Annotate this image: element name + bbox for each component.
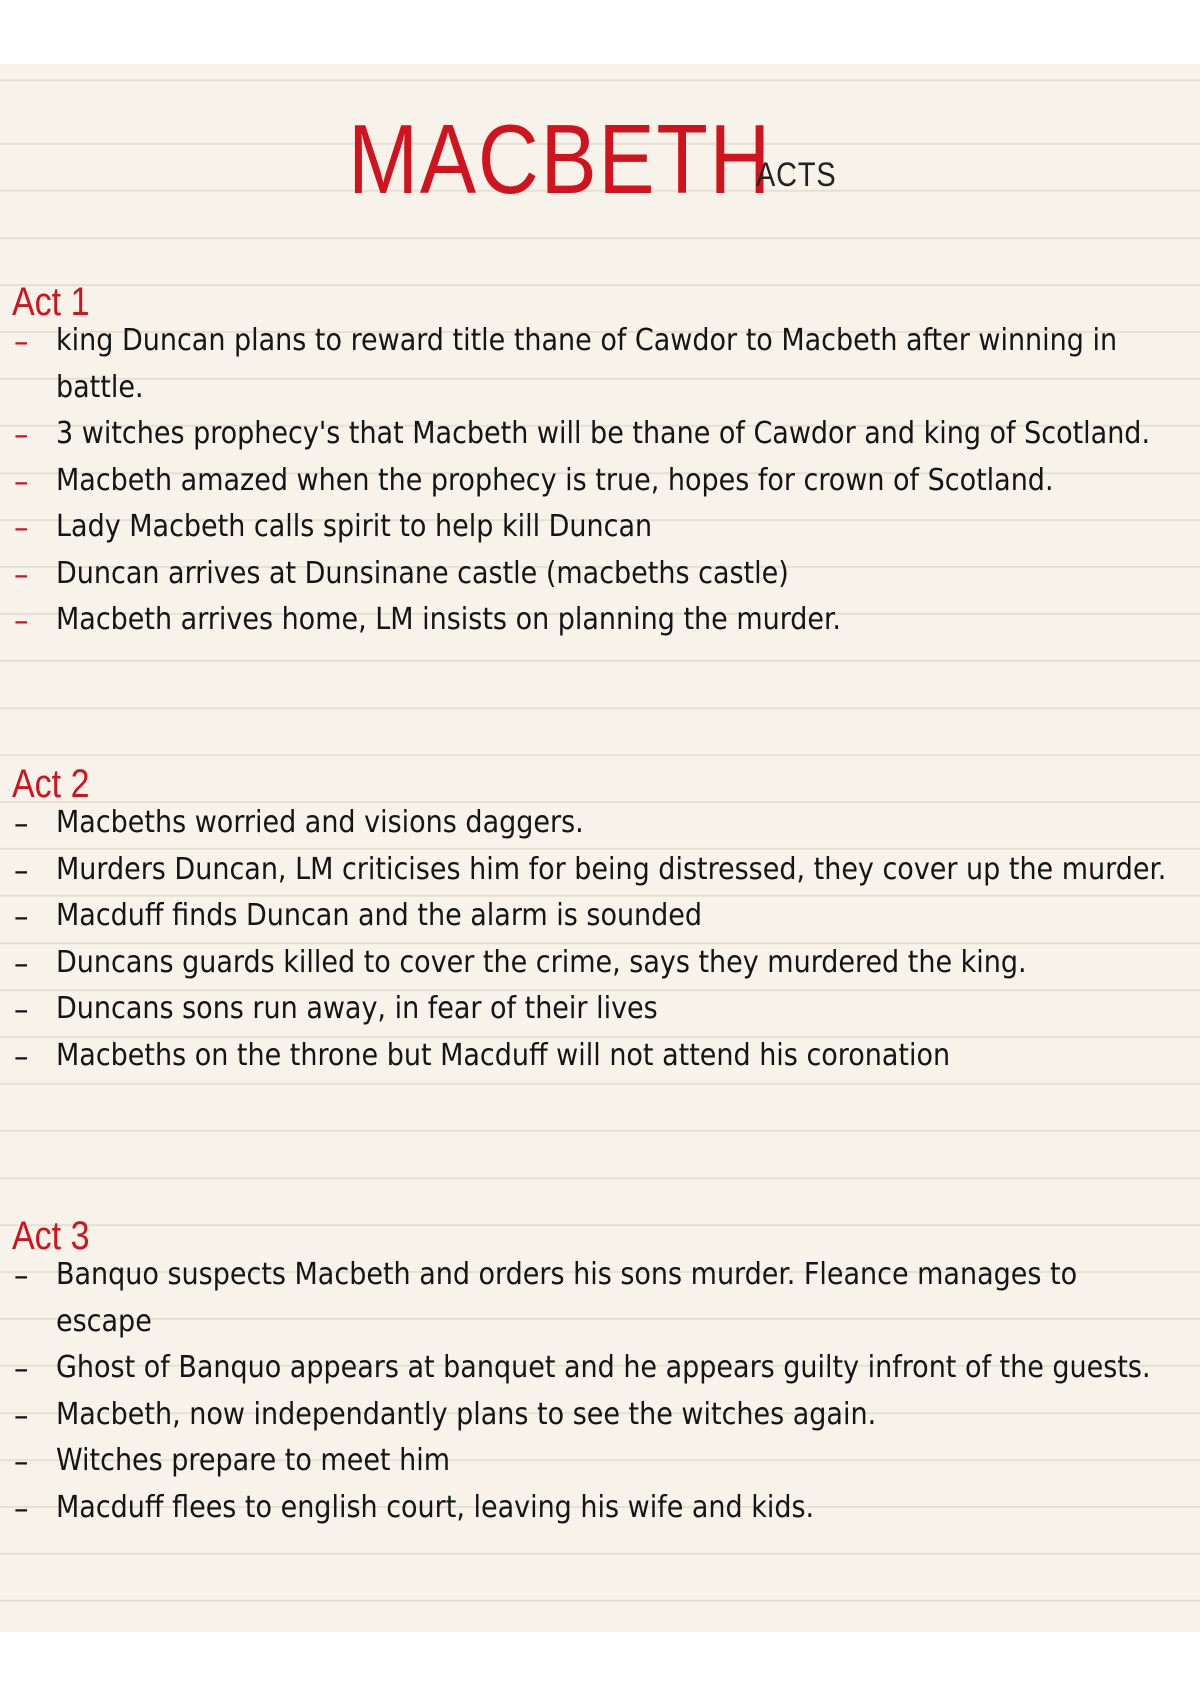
list-item-text: Macbeth amazed when the prophecy is true, hopes for crown of Scotland.	[56, 462, 1054, 498]
dash-icon: –	[14, 1442, 29, 1480]
dash-icon: –	[14, 990, 29, 1028]
dash-icon: –	[14, 1256, 29, 1294]
list-item-text: Murders Duncan, LM criticises him for being distressed, they cover up the murder.	[56, 851, 1167, 887]
list-item	[0, 800, 1180, 847]
act-3-list	[0, 1252, 1180, 1531]
list-item	[0, 504, 1180, 551]
page-title: MACBETH	[348, 104, 773, 214]
list-item	[0, 1485, 1180, 1532]
dash-icon: –	[14, 508, 29, 546]
list-item	[0, 986, 1180, 1033]
dash-icon: –	[14, 850, 29, 889]
act-1-list	[0, 318, 1180, 644]
list-item-text: king Duncan plans to reward title thane of Cawdor to Macbeth after winning in battle.	[56, 323, 1118, 405]
list-item-text: Macbeth, now independantly plans to see the witches again.	[56, 1396, 877, 1432]
list-item-text: Macduff finds Duncan and the alarm is sounded	[56, 898, 703, 933]
dash-icon: –	[14, 943, 29, 982]
list-item	[0, 411, 1180, 458]
list-item	[0, 551, 1180, 598]
dash-icon: –	[14, 1036, 29, 1075]
list-item-text: Macbeth arrives home, LM insists on planning the murder.	[56, 602, 841, 637]
list-item	[0, 1438, 1180, 1485]
list-item	[0, 940, 1180, 987]
act-2-heading: Act 2	[12, 762, 90, 806]
list-item-text: Witches prepare to meet him	[56, 1443, 450, 1478]
dash-icon: –	[14, 897, 29, 935]
list-item-text: Banquo suspects Macbeth and orders his sons murder. Fleance manages to escape	[56, 1257, 1078, 1339]
page-subtitle: ACTS	[756, 156, 837, 194]
list-item-text: Ghost of Banquo appears at banquet and he appears guilty infront of the guests.	[56, 1350, 1151, 1385]
list-item	[0, 458, 1180, 505]
list-item	[0, 1252, 1180, 1345]
act-2-list	[0, 800, 1180, 1079]
dash-icon: –	[14, 322, 29, 360]
list-item-text: Duncan arrives at Dunsinane castle (macbeths castle)	[56, 555, 789, 591]
dash-icon: –	[14, 461, 29, 500]
title-row	[0, 104, 1200, 230]
list-item	[0, 1033, 1180, 1080]
list-item-text: Macduff flees to english court, leaving his wife and kids.	[56, 1489, 815, 1525]
dash-icon: –	[14, 554, 29, 593]
list-item	[0, 893, 1180, 940]
list-item	[0, 1345, 1180, 1392]
list-item	[0, 847, 1180, 894]
dash-icon: –	[14, 1488, 29, 1527]
act-1-heading: Act 1	[12, 280, 90, 324]
notebook-page	[0, 64, 1200, 1632]
dash-icon: –	[14, 415, 29, 453]
dash-icon: –	[14, 1349, 29, 1387]
list-item	[0, 1392, 1180, 1439]
act-3-heading: Act 3	[12, 1214, 90, 1258]
list-item-text: 3 witches prophecy's that Macbeth will be thane of Cawdor and king of Scotland.	[56, 416, 1151, 451]
list-item	[0, 318, 1180, 411]
dash-icon: –	[14, 1395, 29, 1434]
list-item-text: Macbeths worried and visions daggers.	[56, 805, 584, 840]
list-item-text: Duncans sons run away, in fear of their lives	[56, 991, 658, 1026]
list-item	[0, 597, 1180, 644]
dash-icon: –	[14, 601, 29, 639]
list-item-text: Macbeths on the throne but Macduff will not attend his coronation	[56, 1037, 951, 1073]
dash-icon: –	[14, 804, 29, 842]
list-item-text: Duncans guards killed to cover the crime, says they murdered the king.	[56, 944, 1027, 980]
list-item-text: Lady Macbeth calls spirit to help kill Duncan	[56, 509, 653, 544]
